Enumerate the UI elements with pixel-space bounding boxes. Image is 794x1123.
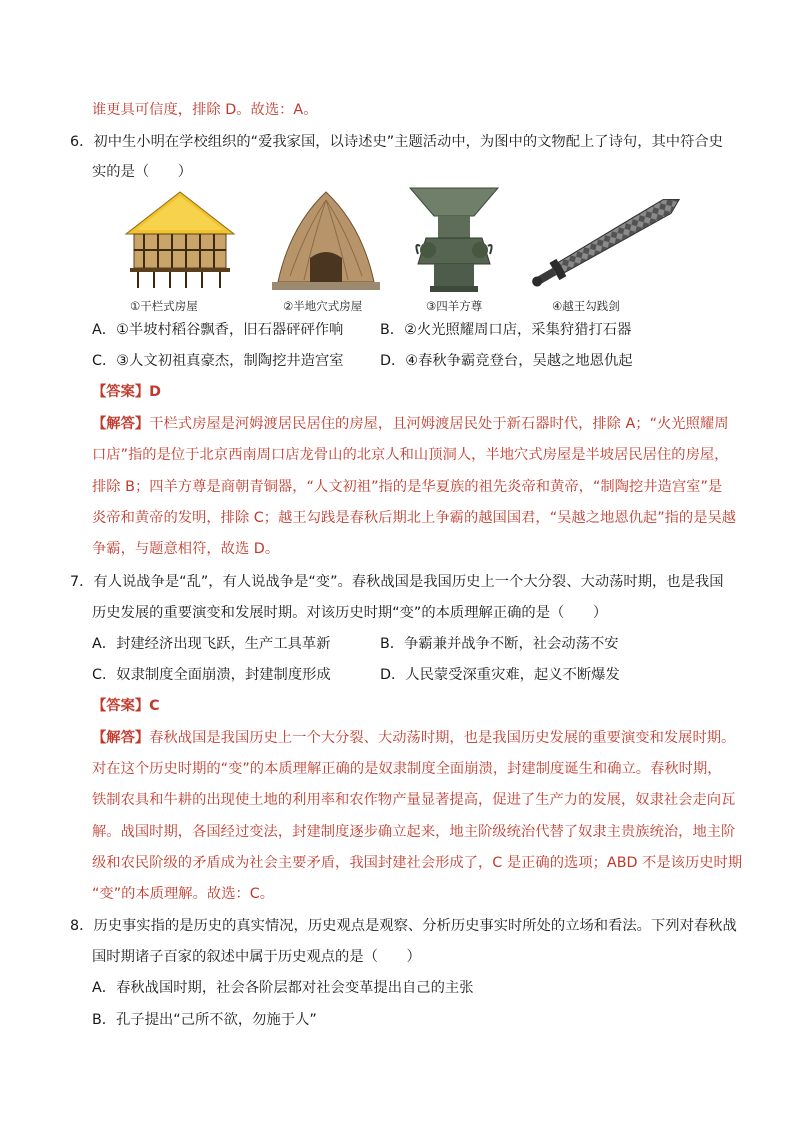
q8-option-b: B．孔子提出“己所不欲，勿施于人”: [92, 1012, 317, 1028]
q7-analysis-line5: 级和农民阶级的矛盾成为社会主要矛盾，我国封建社会形成了，C 是正确的选项；ABD 不是该历史时期: [92, 855, 743, 871]
q6-analysis-line5: 争霸，与题意相符，故选 D。: [92, 541, 280, 557]
q8-number: 8．: [70, 918, 94, 934]
q6-option-d: D．④春秋争霸竞登台，吴越之地恩仇起: [380, 353, 633, 369]
q6-analysis-tag: 【解答】: [92, 416, 150, 432]
q6-figures: [120, 186, 700, 316]
q8-stem-text: 历史事实指的是历史的真实情况，历史观点是观察、分析历史事实时所处的立场和看法。下列对春秋战: [93, 918, 737, 934]
figure-1-caption: ①干栏式房屋: [130, 299, 198, 313]
q6-number: 6．: [70, 134, 94, 150]
q6-analysis-line1: [92, 414, 729, 434]
q7-number: 7．: [70, 574, 94, 590]
q7-stem-line2: 历史发展的重要演变和发展时期。对该历史时期“变”的本质理解正确的是（ ）: [92, 605, 608, 621]
figure-3: [404, 186, 504, 300]
q7-analysis-line6: “变”的本质理解。故选：C。: [92, 886, 275, 902]
four-ram-zun-icon: [404, 186, 504, 296]
q5-analysis-tail: 谁更具可信度，排除 D。故选：A。: [92, 102, 318, 118]
q8-stem-line1: [70, 916, 737, 936]
q7-stem-text: 有人说战争是“乱”，有人说战争是“变”。春秋战国是我国历史上一个大分裂、大动荡时期，也是我国: [93, 574, 724, 590]
figure-2-caption: ②半地穴式房屋: [283, 299, 363, 313]
q7-analysis-line3: 铁制农具和牛耕的出现使土地的利用率和农作物产量显著提高，促进了生产力的发展，奴隶社会走向瓦: [92, 792, 736, 808]
figure-1: [120, 186, 240, 298]
q8-stem-line2: 国时期诸子百家的叙述中属于历史观点的是（ ）: [92, 949, 421, 965]
semi-pit-house-icon: [270, 186, 382, 294]
q7-analysis-line4: 解。战国时期，各国经过变法，封建制度逐步确立起来，地主阶级统治代替了奴隶主贵族统治，地主阶: [92, 824, 736, 840]
q7-option-c: C．奴隶制度全面崩溃，封建制度形成: [92, 667, 331, 683]
q7-option-a: A．封建经济出现飞跃，生产工具革新: [92, 636, 331, 652]
q6-analysis-text1: 干栏式房屋是河姆渡居民居住的房屋，且河姆渡居民处于新石器时代，排除 A；“火光照耀周: [149, 416, 729, 432]
q7-option-d: D．人民蒙受深重灾难，起义不断爆发: [380, 667, 620, 683]
figure-4-caption: ④越王勾践剑: [552, 299, 620, 313]
goujian-sword-icon: [524, 186, 694, 294]
q6-analysis-line3: 排除 B；四羊方尊是商朝青铜器，“人文初祖”指的是华夏族的祖先炎帝和黄帝，“制陶挖井造宫室”是: [92, 479, 723, 495]
figure-2: [270, 186, 382, 298]
q6-option-a: A．①半坡村稻谷飘香，旧石器砰砰作响: [92, 322, 344, 338]
stilt-house-icon: [120, 186, 240, 294]
q7-analysis-text1: 春秋战国是我国历史上一个大分裂、大动荡时期，也是我国历史发展的重要演变和发展时期。: [149, 730, 736, 746]
q6-option-c: C．③人文初祖真豪杰，制陶挖井造宫室: [92, 353, 344, 369]
q7-answer: 【答案】C: [92, 698, 160, 714]
q6-stem-line1: [70, 132, 723, 152]
q6-analysis-line4: 炎帝和黄帝的发明，排除 C；越王勾践是春秋后期北上争霸的越国国君，“吴越之地恩仇起”指的是吴越: [92, 510, 737, 526]
q7-stem-line1: [70, 572, 724, 592]
q6-stem-text: 初中生小明在学校组织的“爱我家国，以诗述史”主题活动中，为图中的文物配上了诗句，其中符合史: [93, 134, 723, 150]
q7-analysis-line1: [92, 728, 735, 748]
q7-option-b: B．争霸兼并战争不断，社会动荡不安: [380, 636, 619, 652]
q6-stem-line2: 实的是（ ）: [92, 164, 193, 180]
q6-option-b: B．②火光照耀周口店，采集狩猎打石器: [380, 322, 632, 338]
q6-analysis-line2: 口店”指的是位于北京西南周口店龙骨山的北京人和山顶洞人，半地穴式房屋是半坡居民居住的房屋，: [92, 447, 729, 463]
q8-option-a: A．春秋战国时期，社会各阶层都对社会变革提出自己的主张: [92, 980, 474, 996]
q7-analysis-line2: 对在这个历史时期的“变”的本质理解正确的是奴隶制度全面崩溃，封建制度诞生和确立。春秋时期，: [92, 761, 722, 777]
figure-4: [524, 186, 694, 298]
figure-3-caption: ③四羊方尊: [426, 299, 483, 313]
q6-answer: 【答案】D: [92, 384, 162, 400]
q7-analysis-tag: 【解答】: [92, 730, 150, 746]
